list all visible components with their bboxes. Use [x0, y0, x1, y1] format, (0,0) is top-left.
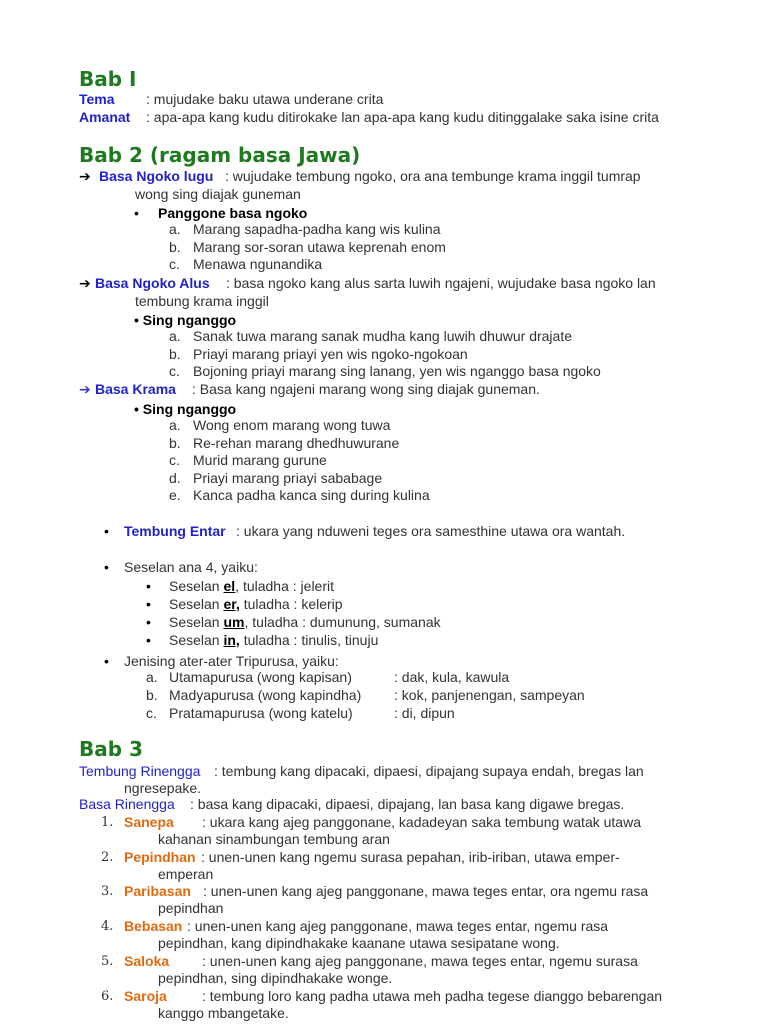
tripurusa-value: : di, dipun [394, 705, 455, 721]
seselan-intro: Seselan ana 4, yaiku: [124, 559, 258, 575]
tripurusa-name: Pratamapurusa (wong katelu) [169, 705, 353, 721]
rinengga-text-cont: ngresepake. [124, 780, 202, 796]
list-marker: c. [169, 363, 180, 379]
bullet-icon: • [104, 653, 109, 669]
sing-nganggo-heading: • Sing nganggo [134, 312, 237, 328]
sing-nganggo-heading: • Sing nganggo [134, 401, 237, 417]
list-number: 5. [101, 954, 114, 969]
term-definition-cont: emperan [158, 866, 214, 882]
ngoko-alus-text: : basa ngoko kang alus sarta luwih ngajeni, wujudake basa ngoko lan [226, 275, 656, 291]
ngoko-lugu-text-cont: wong sing diajak guneman [135, 186, 301, 202]
ngoko-alus-label: Basa Ngoko Alus [95, 275, 210, 291]
seselan-key: el [223, 578, 236, 594]
term-definition-cont: kahanan sinambungan tembung aran [158, 831, 390, 847]
bab3-title: Bab 3 [79, 737, 143, 761]
bullet-icon: • [146, 596, 151, 612]
list-number: 4. [101, 919, 114, 934]
seselan-item [169, 596, 343, 612]
amanat-text: : apa-apa kang kudu ditirokake lan apa-apa kang kudu ditinggalake saka isine crita [146, 109, 659, 125]
krama-text: : Basa kang ngajeni marang wong sing diajak guneman. [192, 381, 540, 397]
term-label: Paribasan [124, 883, 191, 899]
list-item: Marang sor-soran utawa keprenah enom [193, 238, 446, 255]
term-definition: : ukara kang ajeg panggonane, kadadeyan saka tembung watak utawa [202, 814, 641, 830]
term-definition-cont: pepindhan, kang dipindhakake kaanane utawa sesipatane wong. [158, 935, 560, 951]
amanat-label: Amanat [79, 109, 131, 125]
bab2-title: Bab 2 (ragam basa Jawa) [79, 143, 361, 167]
bullet-icon: • [146, 614, 151, 630]
seselan-key: er, [223, 596, 240, 612]
basa-rinengga-text: : basa kang dipacaki, dipaesi, dipajang, lan basa kang digawe bregas. [190, 796, 625, 812]
list-marker: c. [169, 452, 180, 468]
list-number: 3. [101, 884, 114, 899]
list-number: 2. [101, 850, 114, 865]
seselan-example: tuladha : tinulis, tinuju [239, 632, 379, 648]
term-definition-cont: pepindhan [158, 900, 224, 916]
list-marker: a. [169, 417, 181, 433]
list-marker: d. [169, 469, 181, 486]
seselan-key: in, [223, 632, 240, 648]
term-definition-cont: kanggo mbangetake. [158, 1005, 289, 1021]
term-label: Bebasan [124, 918, 183, 934]
ngoko-alus-text-cont: tembung krama inggil [135, 293, 269, 309]
list-item: Marang sapadha-padha kang wis kulina [193, 221, 441, 237]
list-number: 6. [101, 989, 114, 1004]
term-definition: : unen-unen kang ajeg panggonane, mawa teges entar, ngemu rasa [187, 918, 609, 934]
seselan-item [169, 632, 378, 648]
list-marker: b. [169, 238, 181, 255]
seselan-example: , tuladha : dumunung, sumanak [244, 614, 441, 630]
krama-label: Basa Krama [95, 381, 176, 397]
basa-rinengga-label: Basa Rinengga [79, 796, 175, 812]
term-label: Sanepa [124, 814, 174, 830]
list-number: 1. [101, 815, 114, 830]
tripurusa-name: Madyapurusa (wong kapindha) [169, 687, 362, 703]
ngoko-lugu-text: : wujudake tembung ngoko, ora ana tembunge krama inggil tumrap [225, 168, 641, 184]
list-item: Bojoning priayi marang sing lanang, yen wis nganggo basa ngoko [193, 363, 601, 379]
seselan-item [169, 578, 334, 594]
list-marker: b. [169, 345, 181, 362]
term-definition: : unen-unen kang ajeg panggonane, mawa teges entar, ngemu surasa [202, 953, 638, 969]
seselan-example: , tuladha : jelerit [235, 578, 335, 594]
arrow-icon: ➔ [79, 168, 91, 184]
term-definition-cont: pepindhan, sing dipindhakake wonge. [158, 970, 393, 986]
list-item: Menawa ngunandika [193, 256, 323, 272]
arrow-icon: ➔ [79, 381, 91, 397]
list-item: Re-rehan marang dhedhuwurane [193, 434, 400, 451]
list-marker: c. [169, 256, 180, 272]
tembung-entar-text: : ukara yang nduweni teges ora samesthine utawa ora wantah. [236, 523, 626, 539]
list-marker: b. [146, 687, 158, 703]
panggone-heading: Panggone basa ngoko [158, 205, 308, 221]
list-marker: b. [169, 434, 181, 451]
seselan-item [169, 614, 441, 630]
term-label: Pepindhan [124, 849, 196, 865]
list-item: Priayi marang priayi yen wis ngoko-ngokoan [193, 345, 468, 362]
rinengga-text: : tembung kang dipacaki, dipaesi, dipajang supaya endah, bregas lan [214, 763, 644, 779]
tripurusa-value: : kok, panjenengan, sampeyan [394, 687, 585, 703]
list-item: Wong enom marang wong tuwa [193, 417, 391, 433]
seselan-prefix: Seselan [169, 596, 224, 612]
term-definition: : tembung loro kang padha utawa meh padha tegese dianggo bebarengan [202, 988, 663, 1004]
seselan-prefix: Seselan [169, 578, 224, 594]
list-item: Kanca padha kanca sing during kulina [193, 487, 430, 503]
seselan-prefix: Seselan [169, 632, 224, 648]
list-marker: e. [169, 487, 181, 503]
tripurusa-name: Utamapurusa (wong kapisan) [169, 669, 352, 685]
tema-label: Tema [79, 91, 115, 107]
tripurusa-value: : dak, kula, kawula [394, 669, 510, 685]
term-label: Saloka [124, 953, 170, 969]
term-label: Saroja [124, 988, 167, 1004]
bab1-title: Bab I [79, 67, 137, 91]
bullet-icon: • [134, 205, 139, 221]
list-item: Murid marang gurune [193, 452, 327, 468]
bullet-icon: • [146, 632, 151, 648]
list-marker: a. [146, 669, 158, 685]
list-marker: c. [146, 705, 157, 721]
ngoko-lugu-label: Basa Ngoko lugu [99, 168, 214, 184]
list-marker: a. [169, 328, 181, 344]
list-item: Sanak tuwa marang sanak mudha kang luwih dhuwur drajate [193, 328, 573, 344]
list-item: Priayi marang priayi sababage [193, 469, 383, 486]
term-definition: : unen-unen kang ngemu surasa pepahan, irib-iriban, utawa emper- [201, 849, 620, 865]
bullet-icon: • [104, 523, 109, 539]
tembung-entar-label: Tembung Entar [124, 523, 226, 539]
bullet-icon: • [146, 578, 151, 594]
seselan-key: um [223, 614, 245, 630]
rinengga-label: Tembung Rinengga [79, 763, 201, 779]
term-definition: : unen-unen kang ajeg panggonane, mawa teges entar, ora ngemu rasa [203, 883, 649, 899]
arrow-icon: ➔ [79, 275, 91, 291]
list-marker: a. [169, 221, 181, 237]
bullet-icon: • [104, 559, 109, 575]
tripurusa-intro: Jenising ater-ater Tripurusa, yaiku: [124, 653, 339, 669]
tema-text: : mujudake baku utawa underane crita [146, 91, 384, 107]
seselan-prefix: Seselan [169, 614, 224, 630]
seselan-example: tuladha : kelerip [239, 596, 343, 612]
